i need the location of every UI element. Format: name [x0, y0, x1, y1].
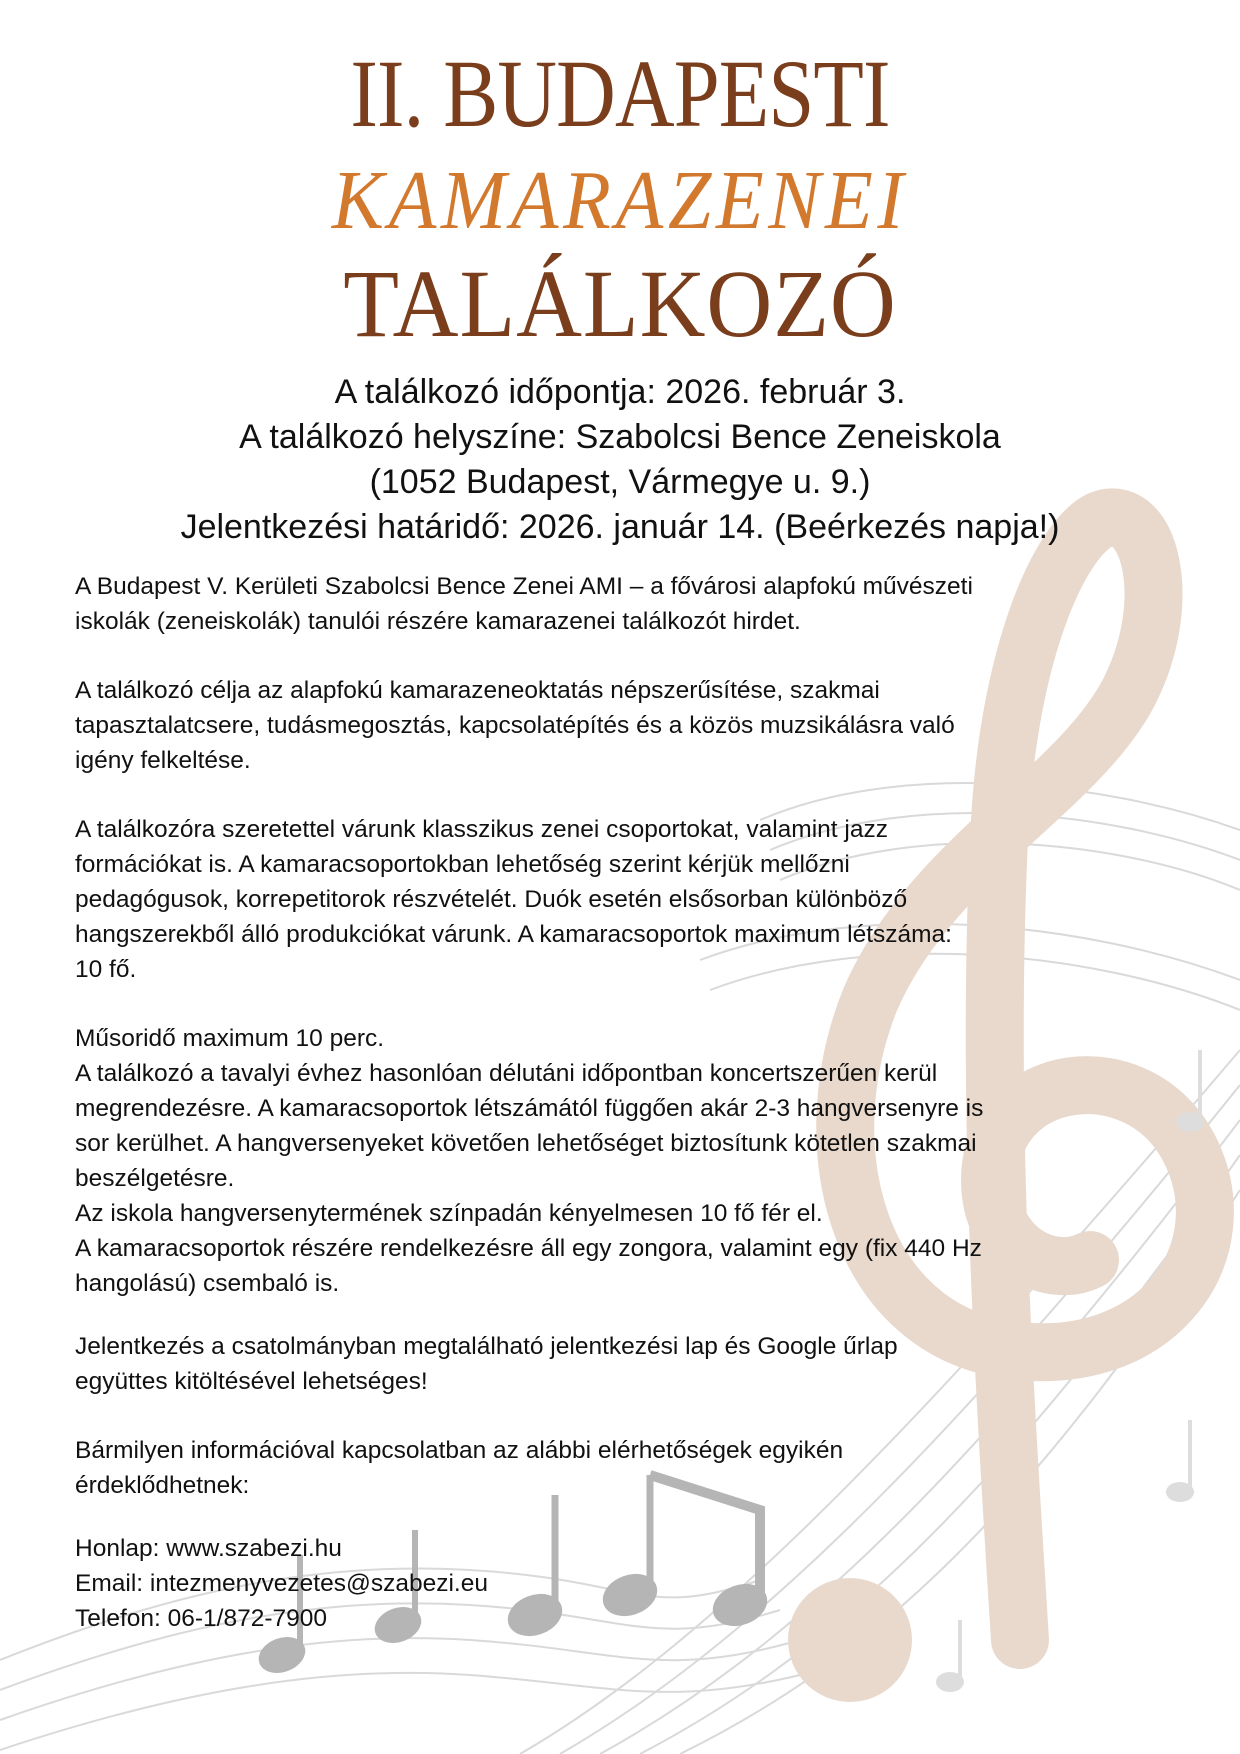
registration-deadline: Jelentkezési határidő: 2026. január 14. (Beérkezés napja!)	[180, 508, 1060, 546]
event-info	[0, 370, 1240, 550]
registration-paragraph: Jelentkezés a csatolmányban megtalálható jelentkezési lap és Google űrlap együttes kitöltésével lehetséges!	[75, 1333, 898, 1395]
intro-paragraph: A Budapest V. Kerületi Szabolcsi Bence Zenei AMI – a fővárosi alapfokú művészeti iskolák (zeneiskolák) tanulói részére kamarazenei találkozót hirdet.	[75, 573, 973, 635]
event-venue: A találkozó helyszíne: Szabolcsi Bence Zeneiskola	[239, 418, 1001, 456]
title-line-3: TALÁLKOZÓ	[343, 250, 897, 357]
contact-website: Honlap: www.szabezi.hu	[75, 1535, 342, 1562]
details-paragraph: Műsoridő maximum 10 perc. A találkozó a tavalyi évhez hasonlóan délutáni időpontban koncertszerűen kerül megrendezésre. A kamaracsoportok létszámától függően akár 2-3 hangversenyre is sor kerülhet. A hangversenyeket követően lehetőséget biztosítunk kötetlen szakmai beszélgetésre. Az iskola hangversenytermének színpadán kényelmesen 10 fő fér el. A kamaracsoportok részére rendelkezésre áll egy zongora, valamint egy (fix 440 Hz hangolású) csembaló is.	[75, 1025, 984, 1297]
groups-paragraph: A találkozóra szeretettel várunk klasszikus zenei csoportokat, valamint jazz formációkat is. A kamaracsoportokban lehetőség szerint kérjük mellőzni pedagógusok, korrepetitorok részvételét. Duók esetén elsősorban különböző hangszerekből álló produkciókat várunk. A kamaracsoportok maximum létszáma: 10 fő.	[75, 816, 952, 983]
body-text	[75, 569, 1175, 1636]
goal-paragraph: A találkozó célja az alapfokú kamarazeneoktatás népszerűsítése, szakmai tapasztalatcsere, tudásmegosztás, kapcsolatépítés és a közös muzsikálásra való igény felkeltése.	[75, 677, 955, 774]
event-address: (1052 Budapest, Vármegye u. 9.)	[369, 463, 871, 501]
event-date: A találkozó időpontja: 2026. február 3.	[334, 373, 906, 411]
title-line-1: II. BUDAPESTI	[350, 40, 890, 147]
contact-phone: Telefon: 06-1/872-7900	[75, 1605, 327, 1632]
contact-intro-paragraph: Bármilyen információval kapcsolatban az alábbi elérhetőségek egyikén érdeklődhetnek:	[75, 1437, 844, 1499]
contact-email: Email: intezmenyvezetes@szabezi.eu	[75, 1570, 488, 1597]
title-line-2: KAMARAZENEI	[331, 154, 909, 247]
